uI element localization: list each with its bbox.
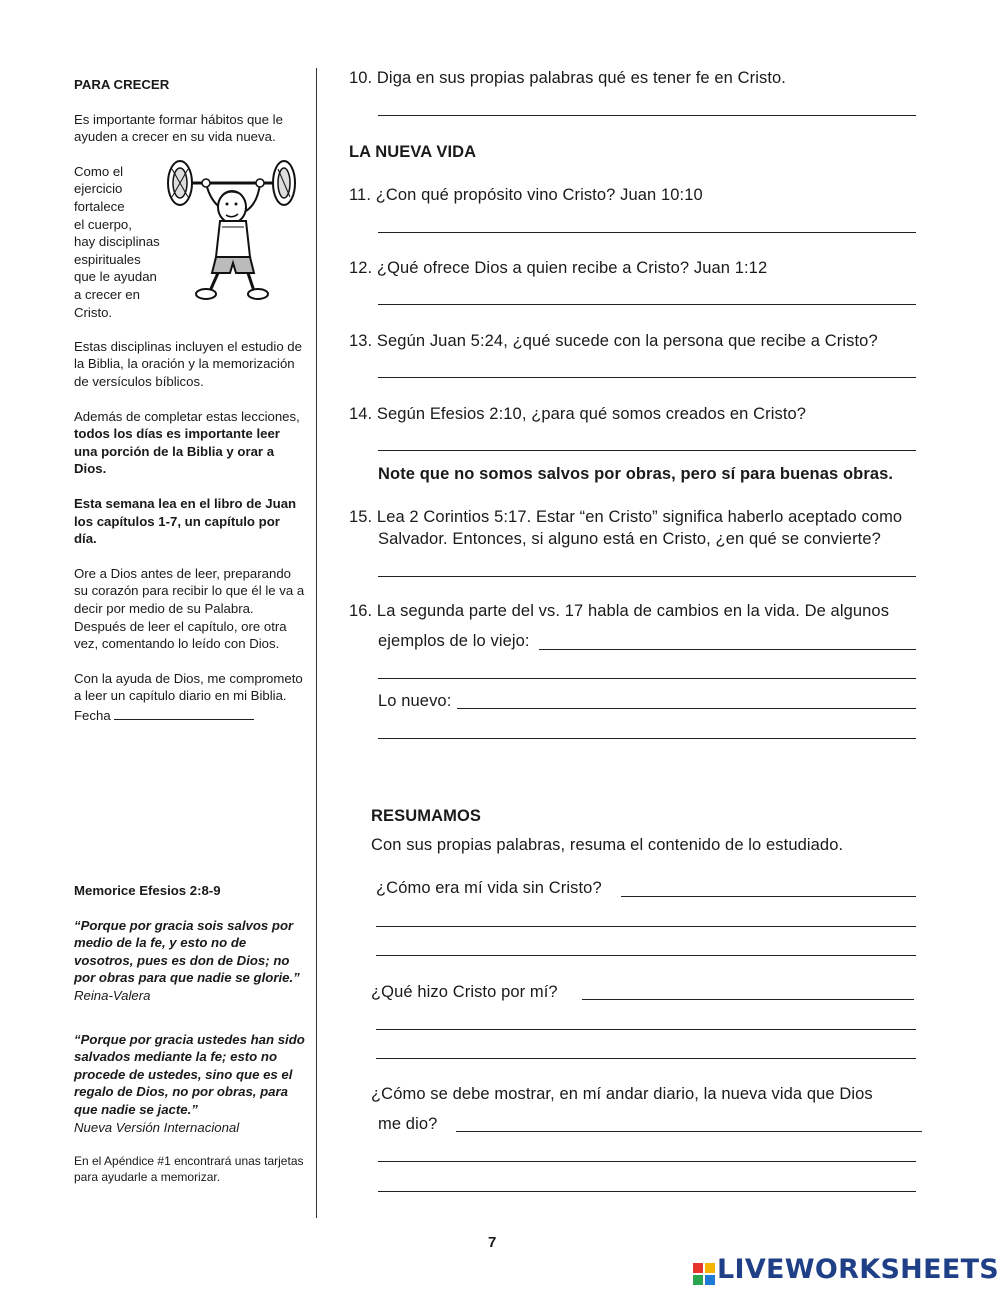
weekly-reading-text: Esta semana lea en el libro de Juan los capítulos 1-7, un capítulo por día. — [74, 495, 297, 547]
fecha-input[interactable] — [114, 705, 254, 720]
exercise-text-line: ejercicio — [74, 181, 123, 197]
daily-reading-bold: todos los días es importante leer una porción de la Biblia y orar a Dios. — [74, 426, 280, 477]
answer-15-line[interactable] — [378, 576, 916, 577]
daily-reading-normal: Además de completar estas lecciones, — [74, 408, 300, 424]
question-13: 13. Según Juan 5:24, ¿qué sucede con la persona que recibe a Cristo? — [349, 332, 878, 350]
liveworksheets-logo-icon — [693, 1263, 715, 1285]
summary-question-1: ¿Cómo era mí vida sin Cristo? — [376, 879, 602, 897]
question-16: 16. La segunda parte del vs. 17 habla de cambios en la vida. De algunos — [349, 602, 890, 620]
sidebar-intro: Es importante formar hábitos que le ayuden a crecer en su vida nueva. — [74, 111, 283, 145]
question-10: 10. Diga en sus propias palabras qué es tener fe en Cristo. — [349, 69, 786, 87]
summary-heading: RESUMAMOS — [371, 807, 481, 825]
exercise-text-line: Como el — [74, 163, 124, 179]
q16-old-label: ejemplos de lo viejo: — [378, 632, 530, 650]
q16-new-label: Lo nuevo: — [378, 692, 452, 710]
disciplines-text: Estas disciplinas incluyen el estudio de la Biblia, la oración y la memorización de versículos bíblicos. — [74, 338, 302, 389]
summary-answer-2-line1[interactable] — [582, 999, 914, 1000]
verse-rv-source: Reina-Valera — [74, 987, 151, 1003]
exercise-text-line: el cuerpo, — [74, 216, 132, 232]
verse-rv-text: “Porque por gracia sois salvos por medio de la fe, y esto no de vosotros, pues es don de Dios; no por obras para que nadie se glorie.” — [74, 917, 300, 986]
fecha-label: Fecha — [74, 707, 111, 723]
exercise-block — [74, 163, 306, 321]
answer-11-line[interactable] — [378, 232, 916, 233]
question-15-line2: Salvador. Entonces, si alguno está en Cristo, ¿en qué se convierte? — [378, 530, 881, 548]
sidebar — [74, 76, 306, 724]
summary-answer-2-line3[interactable] — [376, 1058, 916, 1059]
answer-16-new-line2[interactable] — [378, 738, 916, 739]
liveworksheets-logo-text: LIVEWORKSHEETS — [717, 1254, 1000, 1285]
prayer-text: Ore a Dios antes de leer, preparando su corazón para recibir lo que él le va a decir por medio de su Palabra. Después de leer el capítulo, ore otra vez, comentando lo leído con Dios. — [74, 565, 305, 652]
page-number: 7 — [488, 1234, 497, 1251]
summary-answer-3-line2[interactable] — [378, 1161, 916, 1162]
answer-14-line[interactable] — [378, 450, 916, 451]
sidebar-heading: PARA CRECER — [74, 77, 170, 92]
answer-16-old-line1[interactable] — [539, 649, 916, 650]
summary-question-3-line1: ¿Cómo se debe mostrar, en mí andar diario, la nueva vida que Dios — [371, 1085, 873, 1103]
daily-reading-text — [74, 408, 306, 478]
exercise-text-line: a crecer en — [74, 286, 140, 302]
liveworksheets-logo — [693, 1254, 999, 1285]
answer-13-line[interactable] — [378, 377, 916, 378]
summary-answer-3-line3[interactable] — [378, 1191, 916, 1192]
answer-16-new-line1[interactable] — [457, 708, 916, 709]
answer-16-old-line2[interactable] — [378, 678, 916, 679]
question-14: 14. Según Efesios 2:10, ¿para qué somos creados en Cristo? — [349, 405, 807, 423]
memorize-section — [74, 882, 306, 1185]
summary-answer-1-line2[interactable] — [376, 926, 916, 927]
memorize-heading: Memorice Efesios 2:8-9 — [74, 883, 221, 898]
summary-answer-3-line1[interactable] — [456, 1131, 922, 1132]
question-12: 12. ¿Qué ofrece Dios a quien recibe a Cristo? Juan 1:12 — [349, 259, 768, 277]
summary-question-2: ¿Qué hizo Cristo por mí? — [371, 983, 558, 1001]
exercise-text-line: hay disciplinas — [74, 234, 160, 250]
verse-nvi — [74, 1031, 306, 1137]
question-11: 11. ¿Con qué propósito vino Cristo? Juan 10:10 — [349, 186, 703, 204]
question-15-line1: 15. Lea 2 Corintios 5:17. Estar “en Cristo” significa haberlo aceptado como — [349, 508, 903, 526]
summary-answer-2-line2[interactable] — [376, 1029, 916, 1030]
summary-intro: Con sus propias palabras, resuma el contenido de lo estudiado. — [371, 836, 844, 854]
fecha-row — [74, 705, 306, 725]
answer-12-line[interactable] — [378, 304, 916, 305]
summary-answer-1-line3[interactable] — [376, 955, 916, 956]
summary-question-3-line2: me dio? — [378, 1115, 438, 1133]
section-nueva-vida: LA NUEVA VIDA — [349, 143, 477, 161]
exercise-text-line: Cristo. — [74, 304, 113, 320]
exercise-text-line: que le ayudan — [74, 269, 157, 285]
exercise-text-line: fortalece — [74, 198, 125, 214]
commitment-text: Con la ayuda de Dios, me comprometo a leer un capítulo diario en mi Biblia. — [74, 670, 303, 704]
verse-nvi-source: Nueva Versión Internacional — [74, 1119, 240, 1135]
verse-nvi-text: “Porque por gracia ustedes han sido salvados mediante la fe; esto no procede de ustedes, sino que es el regalo de Dios, no por obras, para que nadie se jacte.” — [74, 1031, 305, 1117]
note-good-works: Note que no somos salvos por obras, pero sí para buenas obras. — [378, 465, 894, 483]
summary-answer-1-line1[interactable] — [621, 896, 916, 897]
verse-reina-valera — [74, 917, 306, 1005]
column-divider — [316, 68, 317, 1218]
weightlifter-illustration — [166, 157, 296, 303]
appendix-note: En el Apéndice #1 encontrará unas tarjetas para ayudarle a memorizar. — [74, 1154, 304, 1185]
exercise-text-line: espirituales — [74, 251, 141, 267]
answer-10-line[interactable] — [378, 115, 916, 116]
